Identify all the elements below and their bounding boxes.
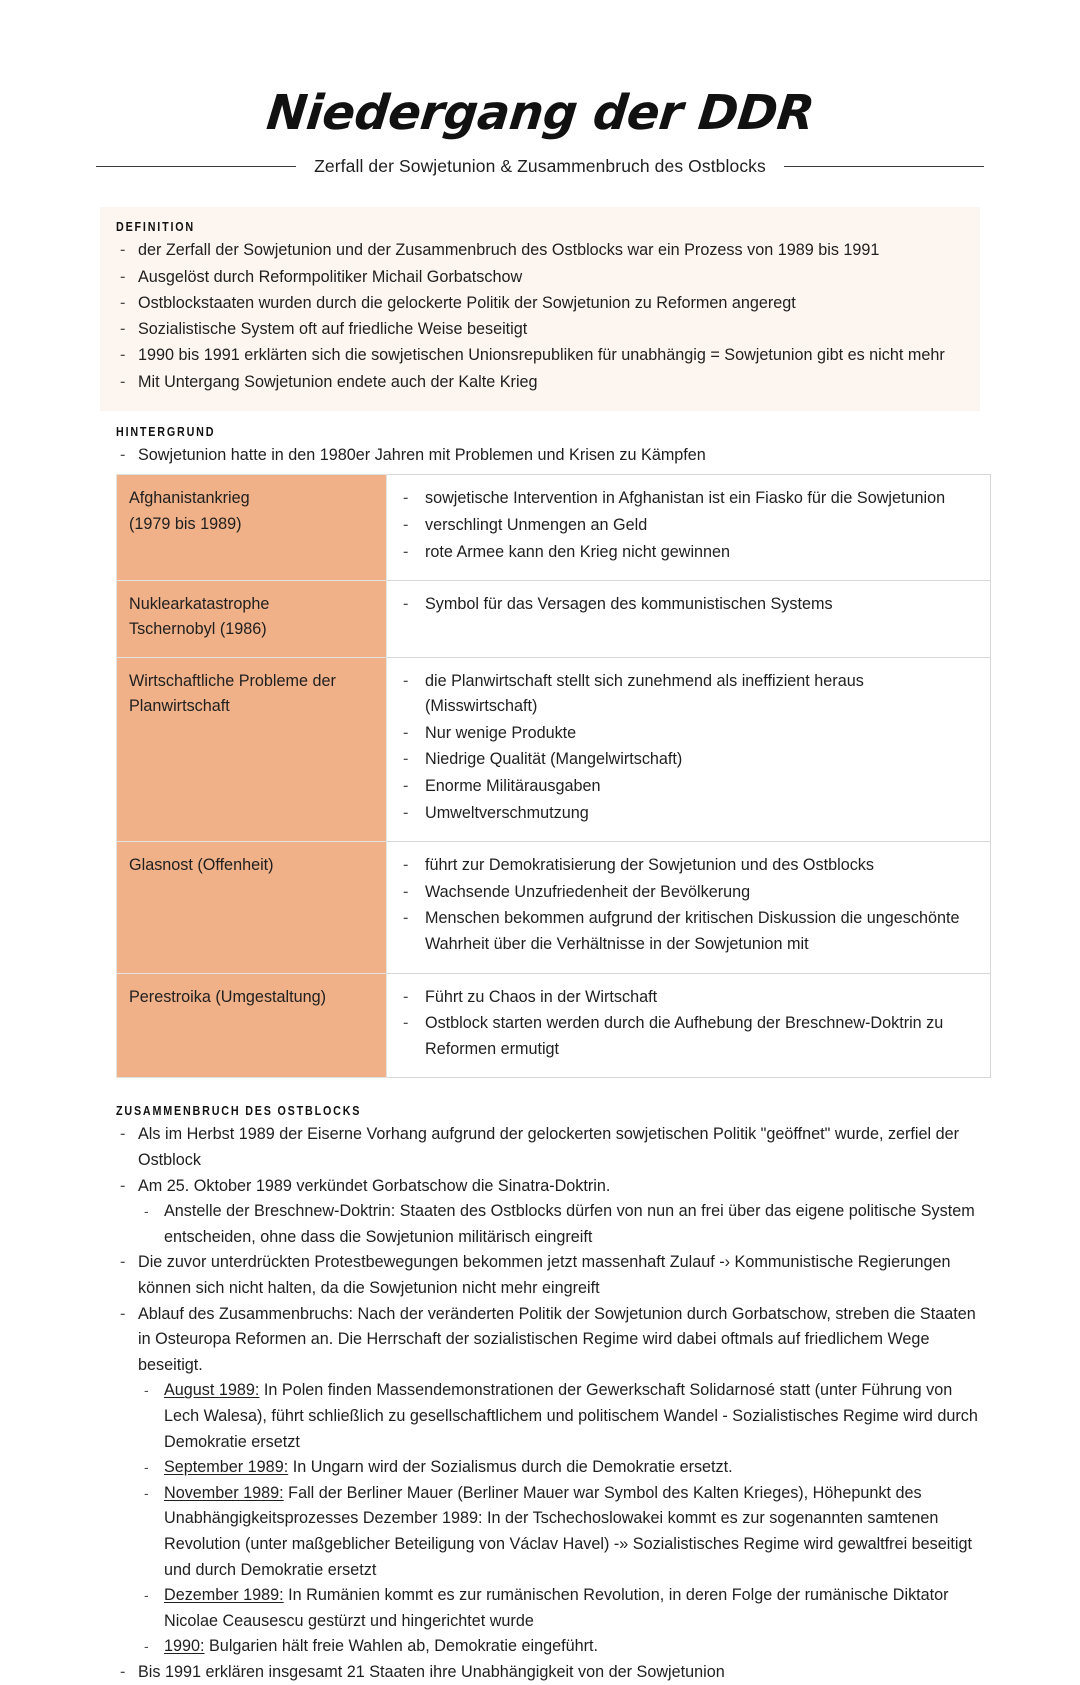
- zusammenbruch-timeline: [116, 1378, 980, 1660]
- timeline-text: Fall der Berliner Mauer (Berliner Mauer war Symbol des Kalten Krieges), Höhepunkt des Unabhängigkeitsprozesses Dezember 1989: In der Tschechoslowakei kommt es zur sogenannten samtenen Revolution (unter maßgeblicher Beteiligung von Václav Havel) -» Sozialistisches Regime wird gewaltfrei beseitigt und durch Demokratie ersetzt: [164, 1483, 972, 1579]
- table-key-line: Tschernobyl (1986): [129, 620, 267, 639]
- list-item: - Ostblock starten werden durch die Aufhebung der Breschnew-Doktrin zu Reformen ermutigt: [401, 1011, 978, 1062]
- hintergrund-section: [100, 425, 980, 469]
- table-cell-key: [117, 973, 387, 1078]
- table-cell-value: [387, 973, 991, 1078]
- list-item: [140, 1583, 980, 1634]
- list-item: - Ausgelöst durch Reformpolitiker Michail Gorbatschow: [116, 264, 964, 290]
- list-item: [140, 1455, 980, 1481]
- table-row: [117, 842, 991, 973]
- table-value-list: [401, 669, 978, 827]
- table-key-line: (1979 bis 1989): [129, 514, 242, 533]
- table-key-line: Wirtschaftliche Probleme der: [129, 671, 336, 690]
- list-item: - Führt zu Chaos in der Wirtschaft: [401, 985, 978, 1011]
- list-item: - Sozialistische System oft auf friedliche Weise beseitigt: [116, 316, 964, 342]
- table-cell-key: [117, 842, 387, 973]
- table-cell-value: [387, 842, 991, 973]
- timeline-label: Dezember 1989:: [164, 1586, 284, 1605]
- zusammenbruch-list: [116, 1122, 980, 1199]
- list-item: - Umweltverschmutzung: [401, 801, 978, 827]
- table-value-list: [401, 592, 978, 618]
- page-title: Niedergang der DDR: [263, 85, 817, 141]
- list-item: - Ostblockstaaten wurden durch die gelockerte Politik der Sowjetunion zu Reformen angeregt: [116, 290, 964, 316]
- list-item: - verschlingt Unmengen an Geld: [401, 513, 978, 539]
- timeline-label: August 1989:: [164, 1381, 260, 1400]
- timeline-text: In Ungarn wird der Sozialismus durch die Demokratie ersetzt.: [288, 1458, 733, 1477]
- zusammenbruch-list-2: [116, 1250, 980, 1378]
- list-item: - Wachsende Unzufriedenheit der Bevölkerung: [401, 880, 978, 906]
- list-item: - Mit Untergang Sowjetunion endete auch der Kalte Krieg: [116, 369, 964, 395]
- table-row: [117, 475, 991, 581]
- table-value-list: [401, 985, 978, 1063]
- list-item: - die Planwirtschaft stellt sich zunehmend als ineffizient heraus (Misswirtschaft): [401, 669, 978, 720]
- list-item: - Sowjetunion hatte in den 1980er Jahren mit Problemen und Krisen zu Kämpfen: [116, 443, 980, 469]
- table-cell-key: [117, 475, 387, 581]
- table-key-line: Nuklearkatastrophe: [129, 595, 270, 614]
- list-item: - Als im Herbst 1989 der Eiserne Vorhang aufgrund der gelockerten sowjetischen Politik "geöffnet" wurde, zerfiel der Ostblock: [116, 1122, 980, 1173]
- hintergrund-table: [116, 474, 991, 1078]
- zusammenbruch-heading: ZUSAMMENBRUCH DES OSTBLOCKS: [116, 1104, 362, 1119]
- timeline-label: November 1989:: [164, 1483, 284, 1502]
- table-row: [117, 973, 991, 1078]
- table-key-line: Afghanistankrieg: [129, 489, 250, 508]
- list-item: [140, 1378, 980, 1455]
- list-item: - Ablauf des Zusammenbruchs: Nach der veränderten Politik der Sowjetunion durch Gorbatschow, streben die Staaten in Osteuropa Reformen an. Die Herrschaft der sozialistischen Regime wird dabei oftmals auf friedlichem Wege beseitigt.: [116, 1302, 980, 1379]
- timeline-text: In Rumänien kommt es zur rumänischen Revolution, in deren Folge der rumänische Diktator Nicolae Ceausescu gestürzt und hingerichtet wurde: [164, 1586, 949, 1630]
- document-header: [100, 0, 980, 177]
- list-item: - Niedrige Qualität (Mangelwirtschaft): [401, 747, 978, 773]
- list-item: - 1990 bis 1991 erklärten sich die sowjetischen Unionsrepubliken für unabhängig = Sowjetunion gibt es nicht mehr: [116, 342, 964, 368]
- list-item: - Symbol für das Versagen des kommunistischen Systems: [401, 592, 978, 618]
- table-cell-value: [387, 657, 991, 842]
- rule-right: [784, 166, 984, 167]
- table-value-list: [401, 853, 978, 957]
- list-item: - der Zerfall der Sowjetunion und der Zusammenbruch des Ostblocks war ein Prozess von 1989 bis 1991: [116, 237, 964, 263]
- hintergrund-list: [116, 443, 980, 469]
- zusammenbruch-list-3: [116, 1660, 980, 1685]
- table-cell-key: [117, 581, 387, 658]
- definition-list: [116, 237, 964, 394]
- table-cell-key: [117, 657, 387, 842]
- list-item: - Anstelle der Breschnew-Doktrin: Staaten des Ostblocks dürfen von nun an frei über das eigene politische System entscheiden, ohne dass die Sowjetunion militärisch eingreift: [140, 1199, 980, 1250]
- zusammenbruch-section: [100, 1104, 980, 1685]
- list-item: - Enorme Militärausgaben: [401, 774, 978, 800]
- timeline-label: September 1989:: [164, 1458, 289, 1477]
- page-subtitle: Zerfall der Sowjetunion & Zusammenbruch des Ostblocks: [314, 156, 766, 177]
- list-item: - Nur wenige Produkte: [401, 721, 978, 747]
- list-item: - Bis 1991 erklären insgesamt 21 Staaten ihre Unabhängigkeit von der Sowjetunion: [116, 1660, 980, 1685]
- table-cell-value: [387, 475, 991, 581]
- list-item: - Am 25. Oktober 1989 verkündet Gorbatschow die Sinatra-Doktrin.: [116, 1174, 980, 1200]
- table-row: [117, 657, 991, 842]
- table-key-line: Planwirtschaft: [129, 696, 230, 715]
- list-item: - Die zuvor unterdrückten Protestbewegungen bekommen jetzt massenhaft Zulauf -› Kommunistische Regierungen können sich nicht halten, da die Sowjetunion nicht mehr eingreift: [116, 1250, 980, 1301]
- table-key-line: Glasnost (Offenheit): [129, 856, 274, 875]
- timeline-label: 1990:: [164, 1637, 205, 1656]
- subtitle-row: [100, 156, 980, 177]
- rule-left: [96, 166, 296, 167]
- list-item: - Menschen bekommen aufgrund der kritischen Diskussion die ungeschönte Wahrheit über die Verhältnisse in der Sowjetunion mit: [401, 906, 978, 957]
- list-item: - sowjetische Intervention in Afghanistan ist ein Fiasko für die Sowjetunion: [401, 486, 978, 512]
- definition-heading: DEFINITION: [116, 220, 195, 235]
- list-item: [140, 1481, 980, 1583]
- definition-section: [100, 207, 980, 410]
- table-key-line: Perestroika (Umgestaltung): [129, 987, 327, 1006]
- table-value-list: [401, 486, 978, 565]
- list-item: [140, 1634, 980, 1660]
- list-item: - führt zur Demokratisierung der Sowjetunion und des Ostblocks: [401, 853, 978, 879]
- hintergrund-heading: HINTERGRUND: [116, 424, 216, 439]
- timeline-text: In Polen finden Massendemonstrationen der Gewerkschaft Solidarnosé statt (unter Führung von Lech Walesa), führt schließlich zu gesellschaftlichem und politischem Wandel - Sozialistisches Regime wird durch Demokratie ersetzt: [164, 1381, 978, 1451]
- list-item: - rote Armee kann den Krieg nicht gewinnen: [401, 540, 978, 566]
- table-cell-value: [387, 581, 991, 658]
- table-row: [117, 581, 991, 658]
- timeline-text: Bulgarien hält freie Wahlen ab, Demokratie eingeführt.: [204, 1637, 599, 1656]
- zusammenbruch-sublist-sinatra: [116, 1199, 980, 1250]
